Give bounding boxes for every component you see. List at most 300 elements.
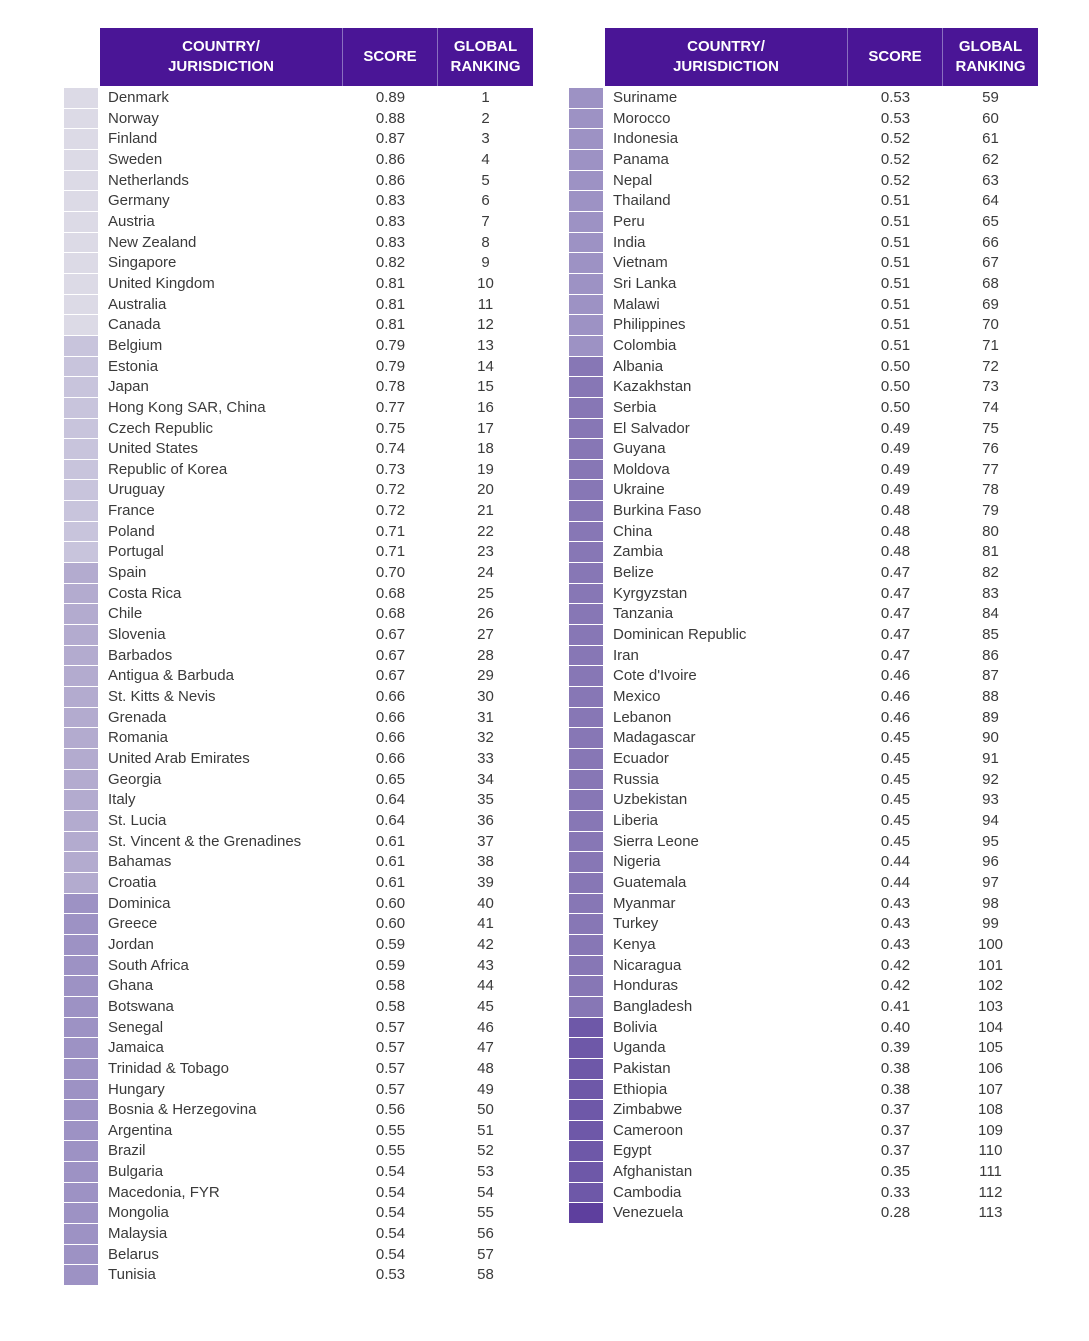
rank-cell: 107 (977, 1080, 1004, 1098)
score-cell: 0.38 (880, 1059, 911, 1077)
score-swatch (569, 480, 603, 501)
score-swatch (64, 315, 98, 336)
rank-cell: 99 (982, 915, 999, 933)
score-swatch (569, 604, 603, 625)
table-row (64, 894, 533, 915)
country-cell: Moldova (613, 460, 670, 478)
rank-cell: 77 (982, 460, 999, 478)
score-cell: 0.71 (375, 543, 406, 561)
rank-cell: 25 (477, 584, 494, 602)
score-swatch (64, 708, 98, 729)
table-row (569, 191, 1038, 212)
score-swatch (569, 749, 603, 770)
country-cell: Philippines (613, 316, 686, 334)
score-cell: 0.66 (375, 708, 406, 726)
score-cell: 0.52 (880, 130, 911, 148)
rank-cell: 93 (982, 791, 999, 809)
table-row (569, 646, 1038, 667)
score-cell: 0.47 (880, 584, 911, 602)
country-cell: Bulgaria (108, 1163, 164, 1181)
country-cell: China (613, 522, 653, 540)
country-cell: Guyana (613, 440, 666, 458)
table-row (569, 109, 1038, 130)
country-cell: Macedonia, FYR (108, 1183, 220, 1201)
table-row (569, 997, 1038, 1018)
score-swatch (569, 212, 603, 233)
table-row (569, 1141, 1038, 1162)
table-row (64, 129, 533, 150)
table-row (569, 976, 1038, 997)
score-cell: 0.55 (375, 1121, 406, 1139)
rank-cell: 16 (477, 398, 494, 416)
score-swatch (569, 315, 603, 336)
score-swatch (569, 563, 603, 584)
score-cell: 0.72 (375, 502, 406, 520)
score-cell: 0.51 (880, 316, 911, 334)
score-swatch (569, 253, 603, 274)
country-cell: Serbia (613, 398, 657, 416)
score-swatch (64, 770, 98, 791)
rank-cell: 91 (982, 750, 999, 767)
score-swatch (64, 501, 98, 522)
table-row (64, 191, 533, 212)
country-cell: Ukraine (613, 481, 665, 499)
score-cell: 0.42 (880, 977, 911, 995)
table-row (64, 914, 533, 935)
score-cell: 0.57 (375, 1059, 406, 1077)
rank-cell: 113 (978, 1204, 1003, 1222)
score-cell: 0.53 (375, 1266, 406, 1284)
table-row (569, 150, 1038, 171)
table-row (64, 150, 533, 171)
rank-cell: 31 (477, 708, 494, 726)
rank-cell: 56 (477, 1225, 494, 1243)
score-cell: 0.67 (375, 667, 406, 685)
rank-cell: 94 (982, 811, 999, 829)
score-swatch (569, 708, 603, 729)
table-row (569, 708, 1038, 729)
rank-cell: 105 (977, 1039, 1004, 1057)
score-swatch (569, 274, 603, 295)
country-cell: India (613, 233, 646, 251)
score-swatch (569, 852, 603, 873)
rank-cell: 68 (982, 274, 999, 292)
country-cell: France (108, 502, 155, 520)
score-cell: 0.53 (880, 89, 911, 106)
rank-cell: 37 (477, 832, 494, 850)
score-cell: 0.79 (375, 336, 406, 354)
score-cell: 0.89 (375, 89, 406, 106)
rank-cell: 24 (477, 564, 494, 582)
country-cell: Uruguay (108, 481, 165, 499)
score-swatch (569, 646, 603, 667)
table-row (569, 522, 1038, 543)
table-row (64, 666, 533, 687)
rank-cell: 97 (982, 873, 999, 891)
score-cell: 0.33 (880, 1183, 911, 1201)
table-row (569, 439, 1038, 460)
table-row (64, 976, 533, 997)
score-cell: 0.86 (375, 150, 406, 168)
rank-cell: 43 (477, 956, 494, 974)
rank-cell: 55 (477, 1204, 494, 1222)
rank-cell: 60 (982, 109, 999, 127)
country-cell: Malawi (613, 295, 660, 313)
table-row (64, 460, 533, 481)
score-cell: 0.77 (375, 398, 406, 416)
country-cell: Sri Lanka (613, 274, 677, 292)
country-cell: Lebanon (613, 708, 672, 726)
rank-cell: 32 (477, 729, 494, 747)
table-row (569, 852, 1038, 873)
score-cell: 0.83 (375, 192, 406, 210)
rank-cell: 28 (477, 646, 494, 664)
score-swatch (569, 501, 603, 522)
table-row (569, 894, 1038, 915)
rank-cell: 70 (982, 316, 999, 334)
score-swatch (569, 1203, 603, 1224)
country-cell: Panama (613, 150, 669, 168)
country-cell: Ghana (108, 977, 154, 995)
table-row (64, 956, 533, 977)
score-swatch (64, 976, 98, 997)
table-row (569, 584, 1038, 605)
score-swatch (569, 790, 603, 811)
rank-cell: 75 (982, 419, 999, 437)
score-swatch (64, 749, 98, 770)
rank-cell: 50 (477, 1101, 494, 1119)
country-cell: Mongolia (108, 1204, 169, 1222)
score-swatch (569, 1162, 603, 1183)
table-row (64, 749, 533, 770)
rank-cell: 5 (481, 171, 490, 189)
country-cell: Denmark (108, 89, 169, 106)
score-swatch (64, 646, 98, 667)
header-rank-line2: RANKING (450, 58, 521, 75)
score-swatch (64, 956, 98, 977)
country-cell: Egypt (613, 1142, 652, 1160)
header-rank-line2: RANKING (955, 58, 1026, 75)
score-cell: 0.68 (375, 584, 406, 602)
country-cell: Cameroon (613, 1121, 684, 1139)
score-cell: 0.52 (880, 171, 911, 189)
score-cell: 0.71 (375, 522, 406, 540)
table-row (569, 233, 1038, 254)
table-row (569, 377, 1038, 398)
table-row (569, 1038, 1038, 1059)
rank-cell: 52 (477, 1142, 494, 1160)
score-cell: 0.37 (880, 1142, 911, 1160)
rank-cell: 13 (477, 336, 494, 354)
rank-cell: 102 (977, 977, 1004, 995)
rank-cell: 7 (481, 212, 490, 230)
rank-cell: 86 (982, 646, 999, 664)
rank-cell: 101 (977, 956, 1004, 974)
table-row (569, 1100, 1038, 1121)
table-row (64, 357, 533, 378)
table-row (569, 770, 1038, 791)
score-swatch (64, 687, 98, 708)
country-cell: United Arab Emirates (108, 750, 250, 767)
table-row (64, 109, 533, 130)
table-row (64, 1183, 533, 1204)
table-row (64, 687, 533, 708)
country-cell: Hong Kong SAR, China (108, 398, 266, 416)
country-cell: Liberia (613, 811, 659, 829)
country-cell: Zambia (613, 543, 664, 561)
score-swatch (569, 129, 603, 150)
score-cell: 0.75 (375, 419, 406, 437)
score-cell: 0.56 (375, 1101, 406, 1119)
table-row (569, 1018, 1038, 1039)
table-row (569, 253, 1038, 274)
score-swatch (64, 171, 98, 192)
table-header (605, 28, 1038, 86)
score-cell: 0.58 (375, 997, 406, 1015)
country-cell: Bangladesh (613, 997, 693, 1015)
table-row (64, 708, 533, 729)
score-swatch (64, 1183, 98, 1204)
country-cell: Romania (108, 729, 169, 747)
rank-cell: 59 (982, 89, 999, 106)
score-cell: 0.51 (880, 254, 911, 272)
country-cell: Belgium (108, 336, 163, 354)
rank-cell: 88 (982, 688, 999, 706)
rank-cell: 74 (982, 398, 999, 416)
rank-cell: 73 (982, 378, 999, 396)
score-cell: 0.67 (375, 646, 406, 664)
country-cell: Hungary (108, 1080, 165, 1098)
country-cell: Netherlands (108, 171, 189, 189)
score-cell: 0.60 (375, 915, 406, 933)
country-cell: Indonesia (613, 130, 679, 148)
country-cell: Senegal (108, 1018, 164, 1036)
country-cell: Russia (613, 770, 659, 788)
country-cell: Dominica (108, 894, 171, 912)
rank-cell: 14 (477, 357, 494, 375)
table-row (64, 88, 533, 109)
rank-cell: 18 (477, 440, 494, 458)
table-row (64, 439, 533, 460)
score-cell: 0.51 (880, 336, 911, 354)
score-cell: 0.28 (880, 1204, 911, 1222)
score-swatch (64, 1162, 98, 1183)
rank-cell: 38 (477, 853, 494, 871)
score-swatch (64, 212, 98, 233)
country-cell: Peru (613, 212, 645, 230)
table-row (569, 1183, 1038, 1204)
rank-cell: 47 (477, 1039, 494, 1057)
score-swatch (64, 1203, 98, 1224)
country-cell: Guatemala (613, 873, 687, 891)
score-swatch (569, 728, 603, 749)
country-cell: Venezuela (613, 1204, 684, 1222)
rank-cell: 109 (977, 1121, 1004, 1139)
score-cell: 0.49 (880, 460, 911, 478)
score-swatch (64, 1224, 98, 1245)
table-row (569, 666, 1038, 687)
table-row (64, 295, 533, 316)
score-swatch (569, 398, 603, 419)
score-swatch (569, 542, 603, 563)
rank-cell: 2 (481, 109, 490, 127)
country-cell: Trinidad & Tobago (108, 1059, 229, 1077)
country-cell: Grenada (108, 708, 167, 726)
score-cell: 0.82 (375, 254, 406, 272)
country-cell: Bolivia (613, 1018, 658, 1036)
table-row (64, 212, 533, 233)
country-cell: Cambodia (613, 1183, 682, 1201)
score-swatch (569, 1121, 603, 1142)
score-cell: 0.70 (375, 564, 406, 582)
table-row (64, 274, 533, 295)
rank-cell: 34 (477, 770, 494, 788)
score-swatch (64, 1080, 98, 1101)
rank-cell: 42 (477, 935, 494, 953)
score-swatch (64, 150, 98, 171)
table-row (64, 1100, 533, 1121)
score-swatch (64, 129, 98, 150)
country-cell: Czech Republic (108, 419, 214, 437)
score-cell: 0.54 (375, 1183, 406, 1201)
rank-cell: 83 (982, 584, 999, 602)
country-cell: Turkey (613, 915, 659, 933)
country-cell: Argentina (108, 1121, 173, 1139)
country-cell: United States (108, 440, 199, 458)
rank-cell: 12 (477, 316, 494, 334)
score-swatch (569, 1183, 603, 1204)
score-swatch (64, 604, 98, 625)
rank-cell: 35 (477, 791, 494, 809)
table-row (569, 274, 1038, 295)
table-row (64, 1224, 533, 1245)
score-swatch (569, 956, 603, 977)
table-row (569, 1162, 1038, 1183)
rank-cell: 84 (982, 605, 999, 623)
score-cell: 0.88 (375, 109, 406, 127)
score-swatch (64, 522, 98, 543)
score-cell: 0.46 (880, 688, 911, 706)
score-swatch (569, 976, 603, 997)
rank-cell: 44 (477, 977, 494, 995)
country-cell: Georgia (108, 770, 162, 788)
score-swatch (64, 377, 98, 398)
country-cell: Jamaica (108, 1039, 164, 1057)
score-cell: 0.48 (880, 543, 911, 561)
score-swatch (569, 625, 603, 646)
score-cell: 0.35 (880, 1163, 911, 1181)
rank-cell: 23 (477, 543, 494, 561)
rank-cell: 62 (982, 150, 999, 168)
table-row (569, 357, 1038, 378)
table-header (100, 28, 533, 86)
country-cell: Belize (613, 564, 654, 582)
table-row (64, 419, 533, 440)
score-cell: 0.55 (375, 1142, 406, 1160)
country-cell: Uzbekistan (613, 791, 688, 809)
score-swatch (569, 1080, 603, 1101)
header-rank (438, 28, 533, 86)
score-cell: 0.48 (880, 522, 911, 540)
rank-cell: 64 (982, 192, 999, 210)
score-cell: 0.87 (375, 130, 406, 148)
score-swatch (569, 295, 603, 316)
country-cell: Malaysia (108, 1225, 168, 1243)
table-row (569, 1203, 1038, 1224)
score-swatch (64, 439, 98, 460)
score-cell: 0.57 (375, 1018, 406, 1036)
score-cell: 0.68 (375, 605, 406, 623)
table-row (569, 129, 1038, 150)
table-row (569, 811, 1038, 832)
table-row (569, 212, 1038, 233)
score-cell: 0.81 (375, 316, 406, 334)
score-swatch (569, 377, 603, 398)
country-cell: Nicaragua (613, 956, 682, 974)
score-cell: 0.73 (375, 460, 406, 478)
table-row (64, 336, 533, 357)
score-swatch (64, 398, 98, 419)
score-cell: 0.49 (880, 481, 911, 499)
country-cell: Cote d'Ivoire (613, 667, 697, 685)
country-cell: Afghanistan (613, 1163, 693, 1181)
score-cell: 0.43 (880, 915, 911, 933)
score-cell: 0.53 (880, 109, 911, 127)
table-row (64, 480, 533, 501)
country-cell: Australia (108, 295, 167, 313)
rank-cell: 6 (481, 192, 490, 210)
country-cell: Honduras (613, 977, 679, 995)
score-swatch (569, 997, 603, 1018)
table-row (569, 542, 1038, 563)
score-swatch (64, 832, 98, 853)
country-cell: Singapore (108, 254, 177, 272)
country-cell: Iran (613, 646, 639, 664)
rank-cell: 85 (982, 626, 999, 644)
table-row (569, 419, 1038, 440)
rank-cell: 63 (982, 171, 999, 189)
score-cell: 0.64 (375, 791, 406, 809)
score-swatch (64, 1038, 98, 1059)
country-cell: Poland (108, 522, 155, 540)
header-score: SCORE (848, 28, 943, 86)
score-cell: 0.51 (880, 212, 911, 230)
table-row (64, 790, 533, 811)
country-cell: Spain (108, 564, 147, 582)
country-cell: United Kingdom (108, 274, 215, 292)
country-cell: El Salvador (613, 419, 690, 437)
score-swatch (569, 460, 603, 481)
rank-cell: 54 (477, 1183, 494, 1201)
header-rank-line1: GLOBAL (453, 38, 518, 55)
table-row (569, 687, 1038, 708)
table-row (64, 625, 533, 646)
country-cell: Sweden (108, 150, 163, 168)
country-cell: Croatia (108, 873, 157, 891)
country-cell: Estonia (108, 357, 159, 375)
country-cell: St. Lucia (108, 811, 167, 829)
country-cell: Madagascar (613, 729, 696, 747)
table-row (64, 1038, 533, 1059)
table-row (64, 770, 533, 791)
score-swatch (569, 1018, 603, 1039)
score-swatch (569, 1100, 603, 1121)
score-cell: 0.74 (375, 440, 406, 458)
table-row (64, 171, 533, 192)
score-cell: 0.83 (375, 233, 406, 251)
score-swatch (64, 852, 98, 873)
score-cell: 0.83 (375, 212, 406, 230)
